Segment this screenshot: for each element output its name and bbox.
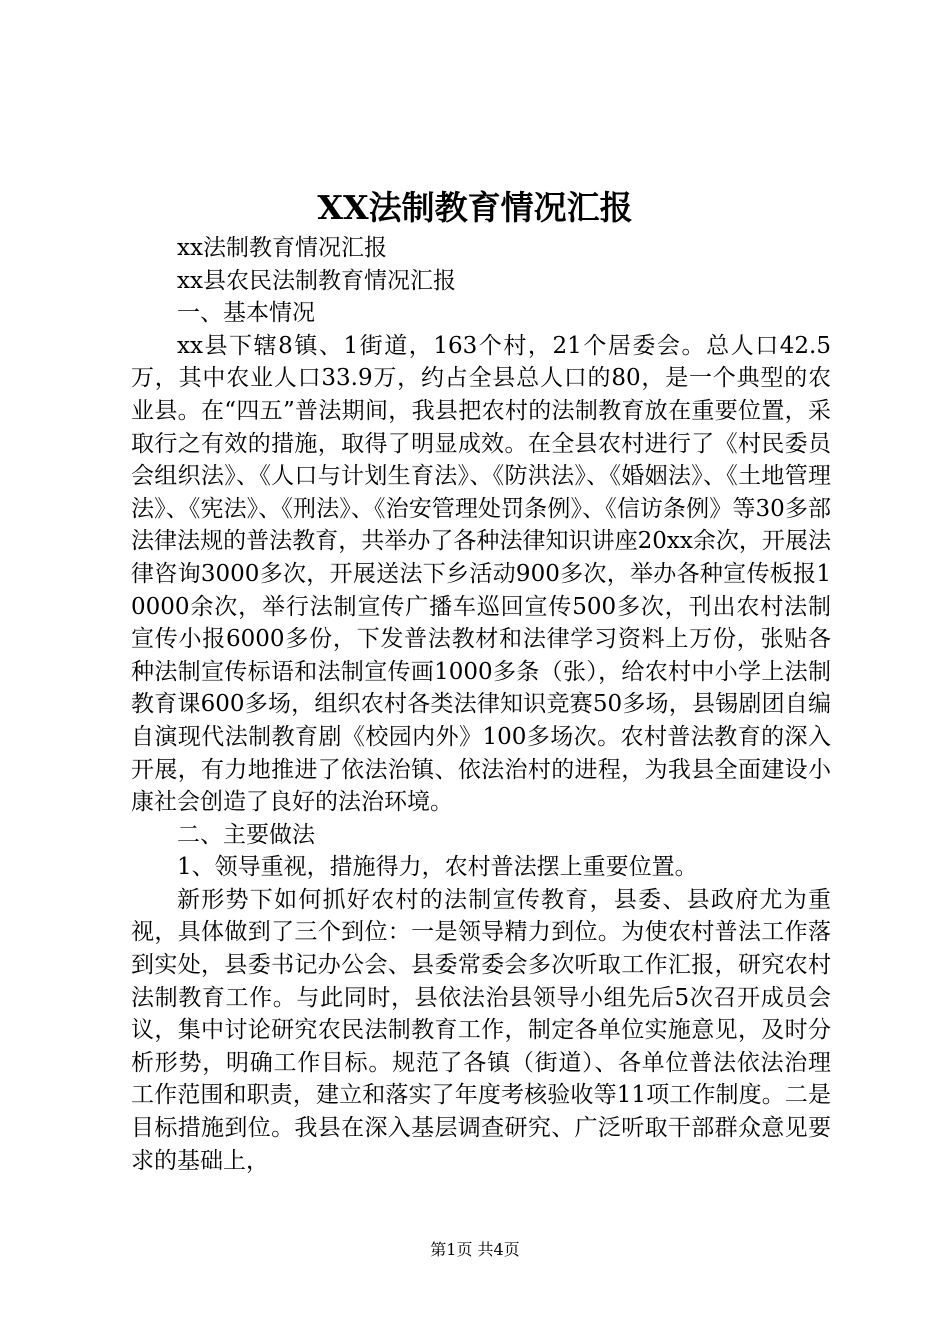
section-heading-basic: 一、基本情况 bbox=[177, 300, 315, 327]
page-footer: 第1页 共4页 bbox=[430, 1240, 520, 1259]
paragraph-leadership: 新形势下如何抓好农村的法制宣传教育，县委、县政府尤为重视，具体做到了三个到位：一是领导精力到位。为使农村普法工作落到实处，县委书记办公会、县委常委会多次听取工作汇报，研究农村法制教育工作。与此同时，县依法治县领导小组先后5次召开成员会议，集中讨论研究农民法制教育工作，制定各单位实施意见，及时分析形势，明确工作目标。规范了各镇（街道）、各单位普法依法治理工作范围和职责，建立和落实了年度考核验收等11项工作制度。二是目标措施到位。我县在深入基层调查研究、广泛听取干部群众意见要求的基础上， bbox=[131, 886, 831, 1174]
section-heading-practices: 二、主要做法 bbox=[177, 821, 315, 848]
paragraph-basic-situation: xx县下辖8镇、1街道，163个村，21个居委会。总人口42.5万，其中农业人口33.9万，约占全县总人口的80，是一个典型的农业县。在“四五”普法期间，我县把农村的法制教育放在重要位置，采取行之有效的措施，取得了明显成效。在全县农村进行了《村民委员会组织法》、《人口与计划生育法》、《防洪法》、《婚姻法》、《土地管理法》、《宪法》、《刑法》、《治安管理处罚条例》、《信访条例》等30多部法律法规的普法教育，共举办了各种法律知识讲座20xx余次，开展法律咨询3000多次，开展送法下乡活动900多次，举办各种宣传板报10000余次，举行法制宣传广播车巡回宣传500多次，刊出农村法制宣传小报6000多份，下发普法教材和法律学习资料上万份，张贴各种法制宣传标语和法制宣传画1000多条（张），给农村中小学上法制教育课600多场，组织农村各类法律知识竞赛50多场，县锡剧团自编自演现代法制教育剧《校园内外》100多场次。农村普法教育的深入开展，有力地推进了依法治镇、依法治村的进程，为我县全面建设小康社会创造了良好的法治环境。 bbox=[131, 332, 831, 816]
paragraph-report-title: xx县农民法制教育情况汇报 bbox=[177, 267, 456, 294]
document-title: XX法制教育情况汇报 bbox=[317, 188, 633, 227]
paragraph-subtitle: xx法制教育情况汇报 bbox=[177, 235, 387, 261]
subsection-heading-leadership: 1、领导重视，措施得力，农村普法摆上重要位置。 bbox=[177, 854, 698, 881]
document-body bbox=[131, 232, 831, 1177]
